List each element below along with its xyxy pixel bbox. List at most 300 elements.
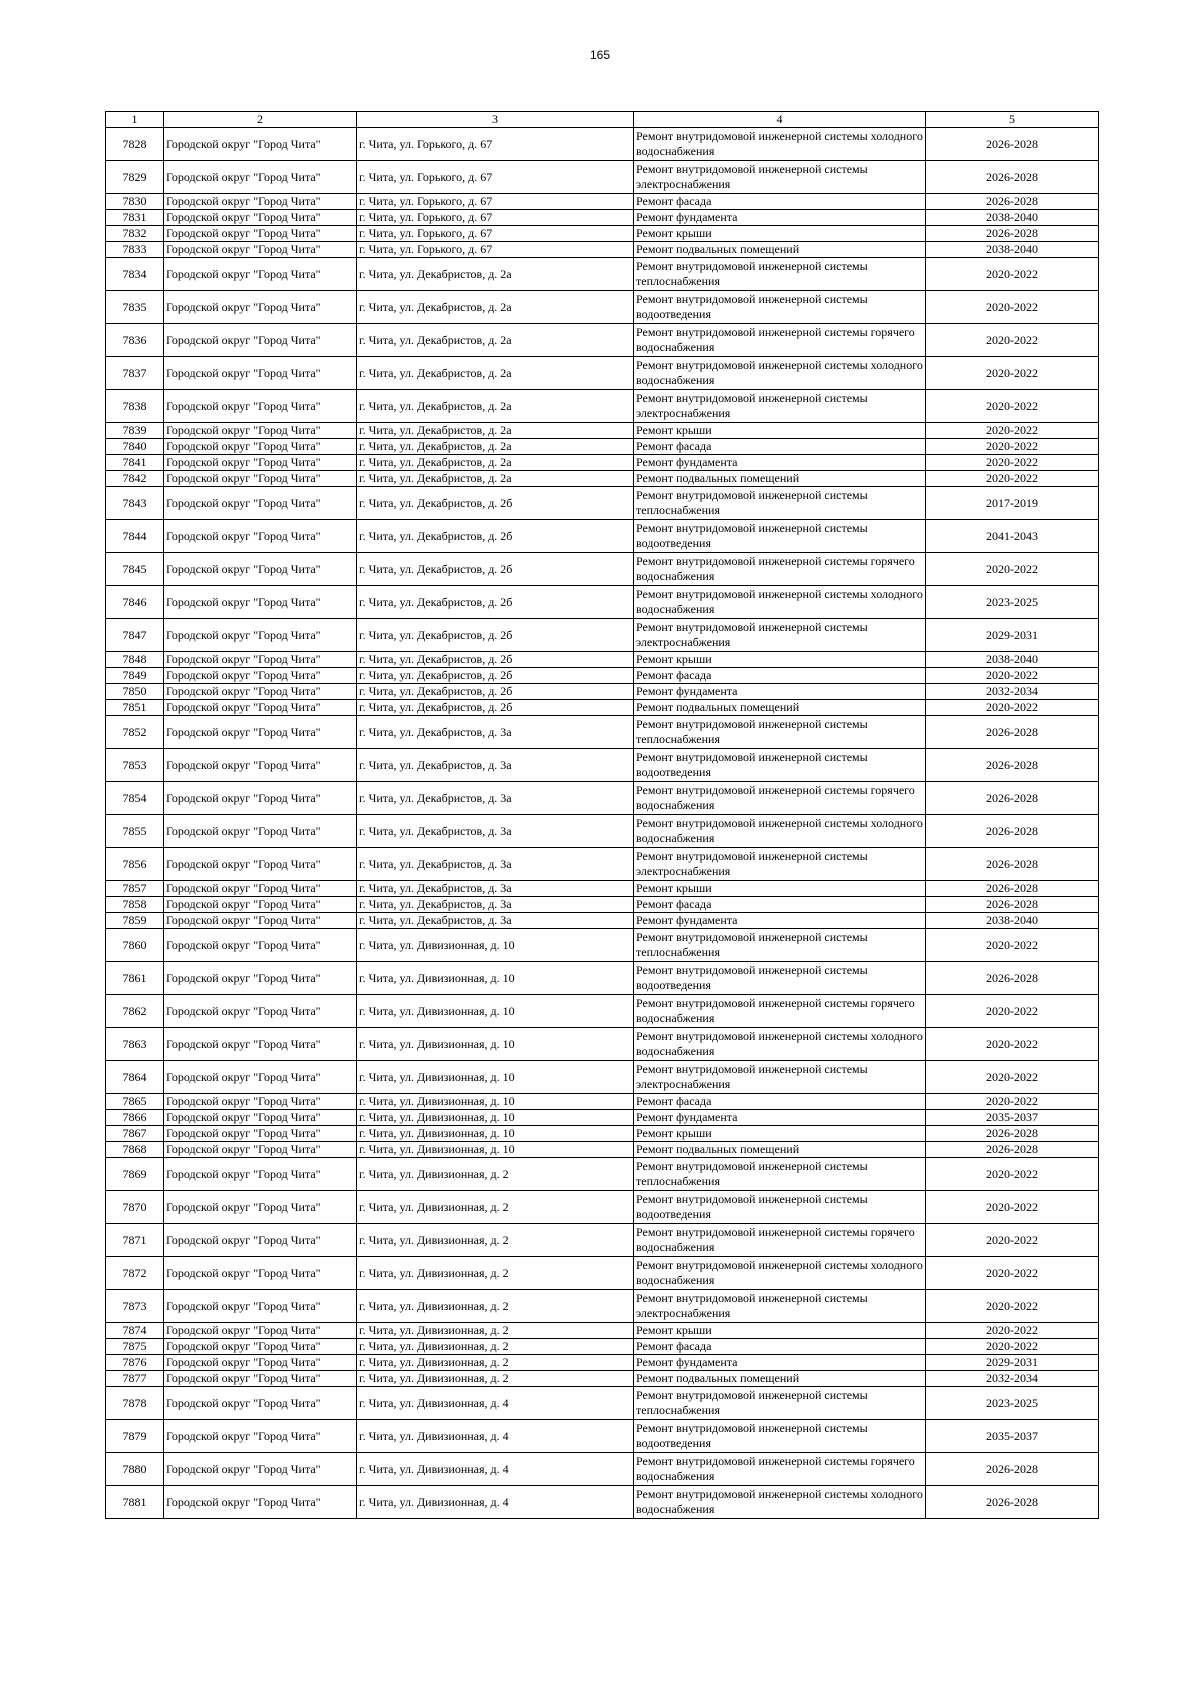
work-type-cell: Ремонт внутридомовой инженерной системы теплоснабжения [634, 487, 926, 520]
column-header-5: 5 [926, 112, 1099, 128]
municipality-cell: Городской округ "Город Чита" [164, 1371, 357, 1387]
address-cell: г. Чита, ул. Горького, д. 67 [357, 161, 634, 194]
table-row [106, 471, 1099, 487]
table-row [106, 1290, 1099, 1323]
work-type-cell: Ремонт внутридомовой инженерной системы теплоснабжения [634, 716, 926, 749]
table-row [106, 881, 1099, 897]
municipality-cell: Городской округ "Город Чита" [164, 258, 357, 291]
municipality-cell: Городской округ "Город Чита" [164, 1355, 357, 1371]
work-type-cell: Ремонт крыши [634, 1323, 926, 1339]
address-cell: г. Чита, ул. Дивизионная, д. 4 [357, 1420, 634, 1453]
table-row [106, 652, 1099, 668]
row-number-cell: 7840 [106, 439, 164, 455]
table-row [106, 487, 1099, 520]
table-row [106, 128, 1099, 161]
row-number-cell: 7880 [106, 1453, 164, 1486]
period-cell: 2026-2028 [926, 881, 1099, 897]
table-row [106, 848, 1099, 881]
table-row [106, 684, 1099, 700]
column-header-3: 3 [357, 112, 634, 128]
municipality-cell: Городской округ "Город Чита" [164, 962, 357, 995]
municipality-cell: Городской округ "Город Чита" [164, 471, 357, 487]
row-number-cell: 7843 [106, 487, 164, 520]
row-number-cell: 7866 [106, 1110, 164, 1126]
work-type-cell: Ремонт внутридомовой инженерной системы водоотведения [634, 520, 926, 553]
period-cell: 2026-2028 [926, 1486, 1099, 1519]
address-cell: г. Чита, ул. Дивизионная, д. 2 [357, 1323, 634, 1339]
row-number-cell: 7846 [106, 586, 164, 619]
row-number-cell: 7867 [106, 1126, 164, 1142]
work-type-cell: Ремонт внутридомовой инженерной системы горячего водоснабжения [634, 1453, 926, 1486]
municipality-cell: Городской округ "Город Чита" [164, 586, 357, 619]
period-cell: 2026-2028 [926, 815, 1099, 848]
table-row [106, 1257, 1099, 1290]
row-number-cell: 7855 [106, 815, 164, 848]
address-cell: г. Чита, ул. Горького, д. 67 [357, 242, 634, 258]
table-row [106, 1094, 1099, 1110]
address-cell: г. Чита, ул. Декабристов, д. 2б [357, 520, 634, 553]
work-type-cell: Ремонт внутридомовой инженерной системы электроснабжения [634, 1290, 926, 1323]
period-cell: 2026-2028 [926, 1126, 1099, 1142]
capital-repair-table [105, 111, 1099, 1519]
address-cell: г. Чита, ул. Декабристов, д. 2а [357, 439, 634, 455]
municipality-cell: Городской округ "Город Чита" [164, 1142, 357, 1158]
work-type-cell: Ремонт внутридомовой инженерной системы электроснабжения [634, 161, 926, 194]
period-cell: 2026-2028 [926, 897, 1099, 913]
table-row [106, 1028, 1099, 1061]
table-row [106, 1110, 1099, 1126]
work-type-cell: Ремонт внутридомовой инженерной системы горячего водоснабжения [634, 995, 926, 1028]
address-cell: г. Чита, ул. Дивизионная, д. 2 [357, 1158, 634, 1191]
address-cell: г. Чита, ул. Декабристов, д. 2а [357, 357, 634, 390]
work-type-cell: Ремонт фундамента [634, 455, 926, 471]
address-cell: г. Чита, ул. Дивизионная, д. 4 [357, 1486, 634, 1519]
work-type-cell: Ремонт фундамента [634, 684, 926, 700]
period-cell: 2020-2022 [926, 929, 1099, 962]
address-cell: г. Чита, ул. Дивизионная, д. 2 [357, 1224, 634, 1257]
row-number-cell: 7839 [106, 423, 164, 439]
column-header-1: 1 [106, 112, 164, 128]
period-cell: 2020-2022 [926, 324, 1099, 357]
municipality-cell: Городской округ "Город Чита" [164, 1486, 357, 1519]
table-row [106, 226, 1099, 242]
municipality-cell: Городской округ "Город Чита" [164, 1191, 357, 1224]
municipality-cell: Городской округ "Город Чита" [164, 848, 357, 881]
address-cell: г. Чита, ул. Горького, д. 67 [357, 128, 634, 161]
table-row [106, 619, 1099, 652]
work-type-cell: Ремонт внутридомовой инженерной системы холодного водоснабжения [634, 815, 926, 848]
address-cell: г. Чита, ул. Дивизионная, д. 4 [357, 1387, 634, 1420]
table-row [106, 897, 1099, 913]
table-row [106, 1061, 1099, 1094]
work-type-cell: Ремонт фундамента [634, 1110, 926, 1126]
municipality-cell: Городской округ "Город Чита" [164, 1290, 357, 1323]
table-row [106, 210, 1099, 226]
municipality-cell: Городской округ "Город Чита" [164, 815, 357, 848]
period-cell: 2026-2028 [926, 749, 1099, 782]
address-cell: г. Чита, ул. Дивизионная, д. 10 [357, 1142, 634, 1158]
municipality-cell: Городской округ "Город Чита" [164, 652, 357, 668]
row-number-cell: 7837 [106, 357, 164, 390]
row-number-cell: 7878 [106, 1387, 164, 1420]
row-number-cell: 7833 [106, 242, 164, 258]
address-cell: г. Чита, ул. Дивизионная, д. 10 [357, 1126, 634, 1142]
address-cell: г. Чита, ул. Дивизионная, д. 2 [357, 1191, 634, 1224]
row-number-cell: 7865 [106, 1094, 164, 1110]
table-row [106, 439, 1099, 455]
period-cell: 2026-2028 [926, 848, 1099, 881]
period-cell: 2026-2028 [926, 161, 1099, 194]
row-number-cell: 7860 [106, 929, 164, 962]
period-cell: 2041-2043 [926, 520, 1099, 553]
period-cell: 2038-2040 [926, 242, 1099, 258]
period-cell: 2023-2025 [926, 1387, 1099, 1420]
period-cell: 2023-2025 [926, 586, 1099, 619]
municipality-cell: Городской округ "Город Чита" [164, 897, 357, 913]
address-cell: г. Чита, ул. Декабристов, д. 2а [357, 423, 634, 439]
table-row [106, 1191, 1099, 1224]
address-cell: г. Чита, ул. Декабристов, д. 2а [357, 258, 634, 291]
address-cell: г. Чита, ул. Декабристов, д. 2б [357, 586, 634, 619]
municipality-cell: Городской округ "Город Чита" [164, 161, 357, 194]
work-type-cell: Ремонт внутридомовой инженерной системы водоотведения [634, 1191, 926, 1224]
municipality-cell: Городской округ "Город Чита" [164, 455, 357, 471]
table-row [106, 194, 1099, 210]
municipality-cell: Городской округ "Город Чита" [164, 423, 357, 439]
row-number-cell: 7871 [106, 1224, 164, 1257]
table-row [106, 553, 1099, 586]
municipality-cell: Городской округ "Город Чита" [164, 1420, 357, 1453]
address-cell: г. Чита, ул. Декабристов, д. 2б [357, 652, 634, 668]
row-number-cell: 7877 [106, 1371, 164, 1387]
address-cell: г. Чита, ул. Дивизионная, д. 10 [357, 1094, 634, 1110]
row-number-cell: 7828 [106, 128, 164, 161]
row-number-cell: 7870 [106, 1191, 164, 1224]
work-type-cell: Ремонт подвальных помещений [634, 1371, 926, 1387]
page-number: 165 [589, 48, 611, 62]
period-cell: 2020-2022 [926, 1257, 1099, 1290]
work-type-cell: Ремонт внутридомовой инженерной системы горячего водоснабжения [634, 782, 926, 815]
municipality-cell: Городской округ "Город Чита" [164, 226, 357, 242]
municipality-cell: Городской округ "Город Чита" [164, 1453, 357, 1486]
municipality-cell: Городской округ "Город Чита" [164, 1061, 357, 1094]
column-header-2: 2 [164, 112, 357, 128]
table-row [106, 700, 1099, 716]
work-type-cell: Ремонт внутридомовой инженерной системы холодного водоснабжения [634, 128, 926, 161]
work-type-cell: Ремонт внутридомовой инженерной системы водоотведения [634, 962, 926, 995]
address-cell: г. Чита, ул. Дивизионная, д. 10 [357, 929, 634, 962]
period-cell: 2020-2022 [926, 1028, 1099, 1061]
work-type-cell: Ремонт крыши [634, 423, 926, 439]
municipality-cell: Городской округ "Город Чита" [164, 1323, 357, 1339]
work-type-cell: Ремонт внутридомовой инженерной системы холодного водоснабжения [634, 1028, 926, 1061]
period-cell: 2020-2022 [926, 1224, 1099, 1257]
period-cell: 2029-2031 [926, 1355, 1099, 1371]
row-number-cell: 7863 [106, 1028, 164, 1061]
municipality-cell: Городской округ "Город Чита" [164, 210, 357, 226]
municipality-cell: Городской округ "Город Чита" [164, 1126, 357, 1142]
table-row [106, 520, 1099, 553]
municipality-cell: Городской округ "Город Чита" [164, 782, 357, 815]
period-cell: 2020-2022 [926, 471, 1099, 487]
period-cell: 2020-2022 [926, 700, 1099, 716]
work-type-cell: Ремонт подвальных помещений [634, 1142, 926, 1158]
municipality-cell: Городской округ "Город Чита" [164, 1110, 357, 1126]
address-cell: г. Чита, ул. Декабристов, д. 2б [357, 619, 634, 652]
row-number-cell: 7874 [106, 1323, 164, 1339]
table-row [106, 1371, 1099, 1387]
address-cell: г. Чита, ул. Декабристов, д. 2а [357, 471, 634, 487]
row-number-cell: 7864 [106, 1061, 164, 1094]
period-cell: 2017-2019 [926, 487, 1099, 520]
period-cell: 2026-2028 [926, 226, 1099, 242]
work-type-cell: Ремонт подвальных помещений [634, 700, 926, 716]
row-number-cell: 7869 [106, 1158, 164, 1191]
row-number-cell: 7836 [106, 324, 164, 357]
period-cell: 2026-2028 [926, 128, 1099, 161]
municipality-cell: Городской округ "Город Чита" [164, 619, 357, 652]
table-row [106, 357, 1099, 390]
municipality-cell: Городской округ "Город Чита" [164, 324, 357, 357]
period-cell: 2020-2022 [926, 995, 1099, 1028]
work-type-cell: Ремонт подвальных помещений [634, 471, 926, 487]
row-number-cell: 7832 [106, 226, 164, 242]
address-cell: г. Чита, ул. Горького, д. 67 [357, 194, 634, 210]
column-header-4: 4 [634, 112, 926, 128]
period-cell: 2038-2040 [926, 652, 1099, 668]
municipality-cell: Городской округ "Город Чита" [164, 390, 357, 423]
period-cell: 2020-2022 [926, 423, 1099, 439]
work-type-cell: Ремонт крыши [634, 652, 926, 668]
row-number-cell: 7868 [106, 1142, 164, 1158]
table-row [106, 1486, 1099, 1519]
table-row [106, 1323, 1099, 1339]
address-cell: г. Чита, ул. Декабристов, д. 2б [357, 668, 634, 684]
work-type-cell: Ремонт внутридомовой инженерной системы холодного водоснабжения [634, 1486, 926, 1519]
table-row [106, 815, 1099, 848]
municipality-cell: Городской округ "Город Чита" [164, 1094, 357, 1110]
municipality-cell: Городской округ "Город Чита" [164, 881, 357, 897]
row-number-cell: 7875 [106, 1339, 164, 1355]
address-cell: г. Чита, ул. Декабристов, д. 3а [357, 749, 634, 782]
address-cell: г. Чита, ул. Дивизионная, д. 10 [357, 1061, 634, 1094]
table-row [106, 1453, 1099, 1486]
municipality-cell: Городской округ "Город Чита" [164, 668, 357, 684]
work-type-cell: Ремонт фасада [634, 194, 926, 210]
row-number-cell: 7858 [106, 897, 164, 913]
period-cell: 2026-2028 [926, 962, 1099, 995]
work-type-cell: Ремонт внутридомовой инженерной системы электроснабжения [634, 848, 926, 881]
period-cell: 2020-2022 [926, 291, 1099, 324]
address-cell: г. Чита, ул. Декабристов, д. 3а [357, 881, 634, 897]
period-cell: 2026-2028 [926, 1142, 1099, 1158]
municipality-cell: Городской округ "Город Чита" [164, 357, 357, 390]
municipality-cell: Городской округ "Город Чита" [164, 995, 357, 1028]
municipality-cell: Городской округ "Город Чита" [164, 553, 357, 586]
work-type-cell: Ремонт внутридомовой инженерной системы горячего водоснабжения [634, 1224, 926, 1257]
work-type-cell: Ремонт фасада [634, 439, 926, 455]
municipality-cell: Городской округ "Город Чита" [164, 291, 357, 324]
row-number-cell: 7845 [106, 553, 164, 586]
row-number-cell: 7848 [106, 652, 164, 668]
row-number-cell: 7872 [106, 1257, 164, 1290]
period-cell: 2020-2022 [926, 668, 1099, 684]
municipality-cell: Городской округ "Город Чита" [164, 1387, 357, 1420]
municipality-cell: Городской округ "Город Чита" [164, 520, 357, 553]
period-cell: 2020-2022 [926, 439, 1099, 455]
table-row [106, 1420, 1099, 1453]
period-cell: 2026-2028 [926, 716, 1099, 749]
row-number-cell: 7873 [106, 1290, 164, 1323]
work-type-cell: Ремонт внутридомовой инженерной системы водоотведения [634, 291, 926, 324]
row-number-cell: 7830 [106, 194, 164, 210]
period-cell: 2020-2022 [926, 1094, 1099, 1110]
address-cell: г. Чита, ул. Декабристов, д. 2б [357, 700, 634, 716]
municipality-cell: Городской округ "Город Чита" [164, 1224, 357, 1257]
address-cell: г. Чита, ул. Дивизионная, д. 4 [357, 1453, 634, 1486]
municipality-cell: Городской округ "Город Чита" [164, 929, 357, 962]
row-number-cell: 7852 [106, 716, 164, 749]
column-number-row [106, 112, 1099, 128]
period-cell: 2032-2034 [926, 684, 1099, 700]
work-type-cell: Ремонт фасада [634, 668, 926, 684]
municipality-cell: Городской округ "Город Чита" [164, 439, 357, 455]
address-cell: г. Чита, ул. Дивизионная, д. 10 [357, 1028, 634, 1061]
period-cell: 2020-2022 [926, 390, 1099, 423]
table-row [106, 1355, 1099, 1371]
row-number-cell: 7842 [106, 471, 164, 487]
table-row [106, 962, 1099, 995]
table-row [106, 782, 1099, 815]
address-cell: г. Чита, ул. Декабристов, д. 3а [357, 848, 634, 881]
table-row [106, 324, 1099, 357]
municipality-cell: Городской округ "Город Чита" [164, 913, 357, 929]
table-row [106, 1126, 1099, 1142]
table-row [106, 390, 1099, 423]
table-row [106, 929, 1099, 962]
row-number-cell: 7853 [106, 749, 164, 782]
row-number-cell: 7838 [106, 390, 164, 423]
period-cell: 2020-2022 [926, 455, 1099, 471]
row-number-cell: 7835 [106, 291, 164, 324]
address-cell: г. Чита, ул. Декабристов, д. 3а [357, 716, 634, 749]
table-row [106, 995, 1099, 1028]
work-type-cell: Ремонт крыши [634, 1126, 926, 1142]
municipality-cell: Городской округ "Город Чита" [164, 1339, 357, 1355]
table-row [106, 1224, 1099, 1257]
address-cell: г. Чита, ул. Декабристов, д. 2б [357, 684, 634, 700]
work-type-cell: Ремонт внутридомовой инженерной системы горячего водоснабжения [634, 553, 926, 586]
table-row [106, 668, 1099, 684]
work-type-cell: Ремонт внутридомовой инженерной системы водоотведения [634, 749, 926, 782]
table-row [106, 455, 1099, 471]
row-number-cell: 7861 [106, 962, 164, 995]
work-type-cell: Ремонт фасада [634, 897, 926, 913]
period-cell: 2020-2022 [926, 1061, 1099, 1094]
table-row [106, 716, 1099, 749]
period-cell: 2020-2022 [926, 1323, 1099, 1339]
address-cell: г. Чита, ул. Декабристов, д. 3а [357, 913, 634, 929]
address-cell: г. Чита, ул. Дивизионная, д. 2 [357, 1290, 634, 1323]
work-type-cell: Ремонт внутридомовой инженерной системы горячего водоснабжения [634, 324, 926, 357]
address-cell: г. Чита, ул. Декабристов, д. 2б [357, 487, 634, 520]
municipality-cell: Городской округ "Город Чита" [164, 487, 357, 520]
work-type-cell: Ремонт внутридомовой инженерной системы теплоснабжения [634, 1158, 926, 1191]
row-number-cell: 7857 [106, 881, 164, 897]
work-type-cell: Ремонт внутридомовой инженерной системы холодного водоснабжения [634, 586, 926, 619]
address-cell: г. Чита, ул. Горького, д. 67 [357, 210, 634, 226]
work-type-cell: Ремонт фундамента [634, 1355, 926, 1371]
work-type-cell: Ремонт внутридомовой инженерной системы электроснабжения [634, 619, 926, 652]
row-number-cell: 7844 [106, 520, 164, 553]
table-row [106, 1158, 1099, 1191]
period-cell: 2020-2022 [926, 1339, 1099, 1355]
period-cell: 2026-2028 [926, 782, 1099, 815]
row-number-cell: 7841 [106, 455, 164, 471]
address-cell: г. Чита, ул. Декабристов, д. 2а [357, 390, 634, 423]
municipality-cell: Городской округ "Город Чита" [164, 749, 357, 782]
work-type-cell: Ремонт внутридомовой инженерной системы электроснабжения [634, 390, 926, 423]
address-cell: г. Чита, ул. Дивизионная, д. 2 [357, 1371, 634, 1387]
row-number-cell: 7879 [106, 1420, 164, 1453]
address-cell: г. Чита, ул. Декабристов, д. 2а [357, 324, 634, 357]
table-row [106, 291, 1099, 324]
work-type-cell: Ремонт внутридомовой инженерной системы электроснабжения [634, 1061, 926, 1094]
row-number-cell: 7829 [106, 161, 164, 194]
table-row [106, 749, 1099, 782]
address-cell: г. Чита, ул. Декабристов, д. 2б [357, 553, 634, 586]
work-type-cell: Ремонт фундамента [634, 210, 926, 226]
address-cell: г. Чита, ул. Дивизионная, д. 10 [357, 995, 634, 1028]
address-cell: г. Чита, ул. Дивизионная, д. 10 [357, 1110, 634, 1126]
work-type-cell: Ремонт фундамента [634, 913, 926, 929]
row-number-cell: 7847 [106, 619, 164, 652]
period-cell: 2029-2031 [926, 619, 1099, 652]
work-type-cell: Ремонт фасада [634, 1339, 926, 1355]
municipality-cell: Городской округ "Город Чита" [164, 194, 357, 210]
address-cell: г. Чита, ул. Горького, д. 67 [357, 226, 634, 242]
period-cell: 2035-2037 [926, 1110, 1099, 1126]
address-cell: г. Чита, ул. Декабристов, д. 3а [357, 782, 634, 815]
table-row [106, 586, 1099, 619]
municipality-cell: Городской округ "Город Чита" [164, 242, 357, 258]
municipality-cell: Городской округ "Город Чита" [164, 1158, 357, 1191]
address-cell: г. Чита, ул. Дивизионная, д. 2 [357, 1355, 634, 1371]
address-cell: г. Чита, ул. Дивизионная, д. 2 [357, 1257, 634, 1290]
work-type-cell: Ремонт внутридомовой инженерной системы теплоснабжения [634, 929, 926, 962]
municipality-cell: Городской округ "Город Чита" [164, 700, 357, 716]
period-cell: 2038-2040 [926, 210, 1099, 226]
period-cell: 2038-2040 [926, 913, 1099, 929]
period-cell: 2020-2022 [926, 553, 1099, 586]
municipality-cell: Городской округ "Город Чита" [164, 684, 357, 700]
row-number-cell: 7831 [106, 210, 164, 226]
work-type-cell: Ремонт внутридомовой инженерной системы водоотведения [634, 1420, 926, 1453]
row-number-cell: 7859 [106, 913, 164, 929]
row-number-cell: 7850 [106, 684, 164, 700]
row-number-cell: 7856 [106, 848, 164, 881]
work-type-cell: Ремонт крыши [634, 226, 926, 242]
table-row [106, 242, 1099, 258]
address-cell: г. Чита, ул. Декабристов, д. 3а [357, 897, 634, 913]
work-type-cell: Ремонт фасада [634, 1094, 926, 1110]
table-row [106, 258, 1099, 291]
period-cell: 2035-2037 [926, 1420, 1099, 1453]
period-cell: 2020-2022 [926, 258, 1099, 291]
work-type-cell: Ремонт внутридомовой инженерной системы холодного водоснабжения [634, 1257, 926, 1290]
row-number-cell: 7834 [106, 258, 164, 291]
table-row [106, 1142, 1099, 1158]
